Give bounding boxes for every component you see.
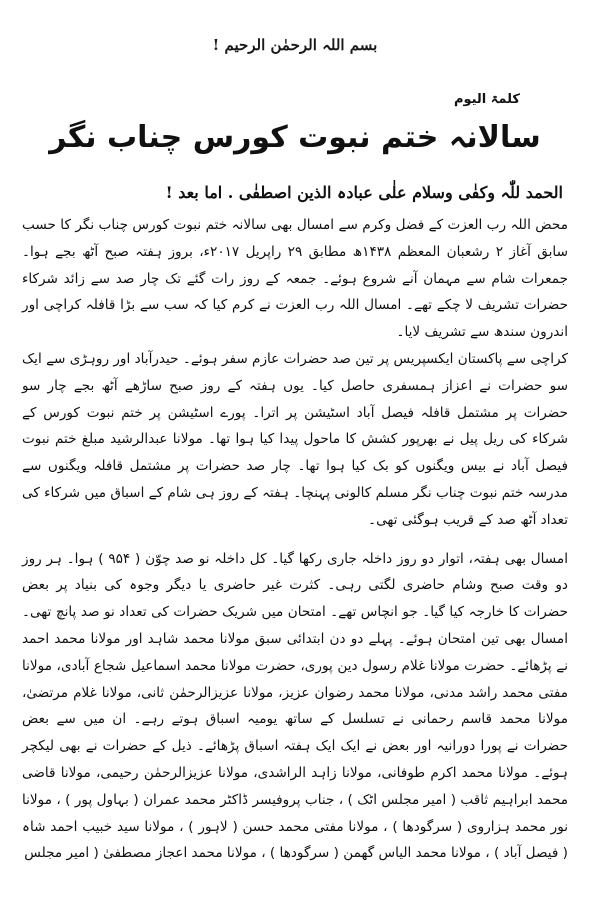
- paragraph-3: امسال بھی ہفتہ، اتوار دو روز داخلہ جاری رکھا گیا۔ کل داخلہ نو صد چوّن ( ۹۵۴ ) ہوا۔ ہر روز دو وقت صبح وشام حاضری لگتی رہی۔ کثرت غیر حاضری یا دیگر وجوہ کی بنیاد پر بعض حضرات کا خارجہ کیا گیا۔ جو انچاس تھے۔ امتحان میں شریک حضرات کی تعداد نو صد پانچ تھی۔ امسال بھی تین امتحان ہوئے۔ پہلے دو دن ابتدائی سبق مولانا محمد شاہد اور مولانا محمد احمد نے پڑھائے۔ حضرت مولانا غلام رسول دین پوری، حضرت مولانا محمد اسماعیل شجاع آبادی، مولانا مفتی محمد راشد مدنی، مولانا محمد رضوان عزیز، مولانا عزیزالرحمٰن ثانی، مولانا غلام مرتضیٰ، مولانا محمد قاسم رحمانی نے تسلسل کے ساتھ یومیہ اسباق ہوتے رہے۔ ان میں سے بعض حضرات نے پورا دورانیہ اور بعض نے ایک ایک ہفتہ اسباق پڑھائے۔ ذیل کے حضرات نے بھی لیکچر ہوئے۔ مولانا محمد اکرم طوفانی، مولانا زاہد الراشدی، مولانا عزیزالرحمٰن رحیمی، مولانا قاضی محمد ابراہیم ثاقب ( امیر مجلس اٹک ) ، جناب پروفیسر ڈاکٹر محمد عمران ( بہاول پور ) ، مولانا نور محمد ہزاروی ( سرگودھا ) ، مولانا مفتی محمد حسن ( لاہور ) ، مولانا سید خبیب احمد شاہ ( فیصل آباد ) ، مولانا محمد الیاس گھمن ( سرگودھا ) ، مولانا محمد اعجاز مصطفیٰ ( امیر مجلس: [22, 550, 568, 862]
- section-label: کلمۃ الیوم: [453, 92, 520, 107]
- article-body: [22, 212, 568, 867]
- salutation: الحمد للّٰہ وکفٰی وسلام علٰی عبادہ الذین اصطفٰی . اما بعد !: [165, 183, 563, 202]
- page-title: سالانہ ختم نبوت کورس چناب نگر: [49, 120, 541, 155]
- paragraph-2: کراچی سے پاکستان ایکسپریس پر تین صد حضرات عازم سفر ہوئے۔ حیدرآباد اور روہڑی سے ایک سو حضرات نے اعزاز ہمسفری حاصل کیا۔ یوں ہفتہ کے روز صبح ساڑھے آٹھ بجے چار سو حضرات پر مشتمل قافلہ فیصل آباد اسٹیشن پر اترا۔ پورے اسٹیشن پر ختم نبوت کورس کے شرکاء کی ریل پیل نے بھرپور کشش کا ماحول پیدا کیا ہوا تھا۔ مولانا عبدالرشید مبلغ ختم نبوت فیصل آباد نے بیس ویگنوں کو بک کیا ہوا تھا۔ چار صد حضرات پر مشتمل قافلہ ویگنوں سے مدرسہ ختم نبوت چناب نگر مسلم کالونی پہنچا۔ ہفتہ کے روز ہی شام کے اسباق میں شرکاء کی تعداد آٹھ صد کے قریب ہوگئی تھی۔: [22, 350, 568, 528]
- paragraph-1: محض اللہ رب العزت کے فضل وکرم سے امسال بھی سالانہ ختم نبوت کورس چناب نگر کا حسب سابق آغاز ۲ رشعبان المعظم ۱۴۳۸ھ مطابق ۲۹ راپریل ۲۰۱۷ء، بروز ہفتہ صبح آٹھ بجے ہوا۔ جمعرات شام سے مہمان آنے شروع ہوئے۔ جمعہ کے روز رات گئے تک چار صد سے زائد شرکاء حضرات تشریف لا چکے تھے۔ امسال اللہ رب العزت نے کرم کیا کہ سب سے بڑا قافلہ کراچی اور اندرون سندھ سے تشریف لایا۔: [22, 217, 568, 341]
- basmala: بسم اللہ الرحمٰن الرحیم !: [212, 36, 378, 54]
